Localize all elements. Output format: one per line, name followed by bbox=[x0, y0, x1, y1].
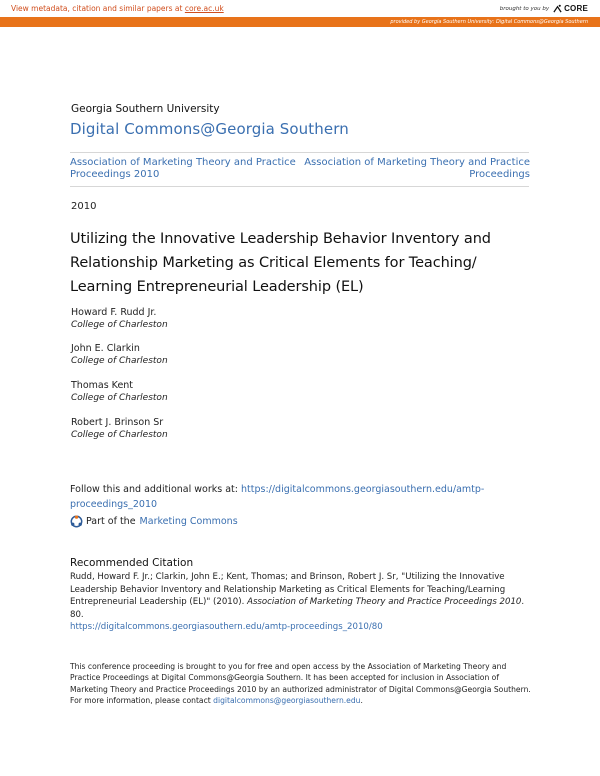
recommended-citation-heading: Recommended Citation bbox=[70, 557, 194, 569]
author-block bbox=[71, 379, 168, 404]
series-link-proceedings[interactable]: Association of Marketing Theory and Practice Proceedings bbox=[304, 157, 530, 180]
author-block bbox=[71, 306, 168, 331]
brought-to-you-text: brought to you by bbox=[499, 5, 550, 12]
contact-email-link[interactable]: digitalcommons@georgiasouthern.edu bbox=[213, 695, 361, 705]
author-affiliation: College of Charleston bbox=[71, 393, 168, 403]
provider-bar bbox=[0, 17, 600, 27]
divider-bottom bbox=[70, 186, 529, 187]
publication-year: 2010 bbox=[71, 201, 97, 212]
access-statement-text: This conference proceeding is brought to you for free and open access by the Association of Marketing Theory and Practice Proceedings at Digital Commons@Georgia Southern. It has been accepted for inclusion in Association of Marketing Theory and Practice Proceedings 2010 by an authorized administrator of Digital Commons@Georgia Southern. For more information, please contact bbox=[70, 662, 531, 705]
author-block bbox=[71, 342, 168, 367]
series-link-proceedings-2010[interactable]: Association of Marketing Theory and Practice Proceedings 2010 bbox=[70, 157, 296, 180]
divider-top bbox=[70, 152, 529, 153]
author-name: Robert J. Brinson Sr bbox=[71, 417, 164, 428]
network-commons-icon bbox=[70, 515, 83, 528]
access-statement-end: . bbox=[360, 695, 363, 705]
core-brand: CORE bbox=[564, 4, 588, 13]
repository-link[interactable]: Digital Commons@Georgia Southern bbox=[70, 120, 349, 138]
metadata-link[interactable] bbox=[11, 4, 224, 13]
institution-name: Georgia Southern University bbox=[71, 103, 220, 115]
provider-text: provided by Georgia Southern University: Digital Commons@Georgia Southern bbox=[390, 19, 588, 25]
marketing-commons-link[interactable]: Marketing Commons bbox=[139, 516, 238, 527]
access-statement bbox=[70, 661, 532, 706]
citation-text bbox=[70, 571, 532, 634]
core-ac-uk-link[interactable]: core.ac.uk bbox=[184, 4, 224, 13]
author-name: John E. Clarkin bbox=[71, 343, 140, 354]
citation-tail: . 80. bbox=[70, 597, 525, 620]
core-logo-icon bbox=[553, 4, 562, 13]
collection-url-link[interactable]: https://digitalcommons.georgiasouthern.edu/amtp-proceedings_2010 bbox=[70, 484, 485, 510]
author-name: Thomas Kent bbox=[71, 380, 134, 391]
core-badge[interactable] bbox=[500, 4, 588, 13]
author-affiliation: College of Charleston bbox=[71, 356, 168, 366]
citation-body: Rudd, Howard F. Jr.; Clarkin, John E.; Kent, Thomas; and Brinson, Robert J. Sr, "Utilizing the Innovative Leadership Behavior Inventory and Relationship Marketing as Critical Elements for Teaching/Learning Entrepreneurial Leadership (EL)" (2010). bbox=[70, 572, 506, 607]
follow-text: Follow this and additional works at: bbox=[70, 484, 241, 495]
top-banner bbox=[0, 0, 600, 17]
metadata-text: View metadata, citation and similar papers at bbox=[11, 4, 185, 13]
citation-url-link[interactable]: https://digitalcommons.georgiasouthern.edu/amtp-proceedings_2010/80 bbox=[70, 622, 383, 632]
author-name: Howard F. Rudd Jr. bbox=[71, 307, 157, 318]
follow-works bbox=[70, 482, 490, 512]
citation-journal: Association of Marketing Theory and Practice Proceedings 2010 bbox=[247, 597, 522, 607]
author-affiliation: College of Charleston bbox=[71, 320, 168, 330]
author-block bbox=[71, 416, 168, 441]
paper-title: Utilizing the Innovative Leadership Behavior Inventory and Relationship Marketing as Critical Elements for Teaching/ Learning Entrepreneurial Leadership (EL) bbox=[70, 231, 491, 295]
part-of-label: Part of the bbox=[86, 516, 136, 527]
part-of-commons bbox=[70, 515, 238, 528]
author-affiliation: College of Charleston bbox=[71, 430, 168, 440]
